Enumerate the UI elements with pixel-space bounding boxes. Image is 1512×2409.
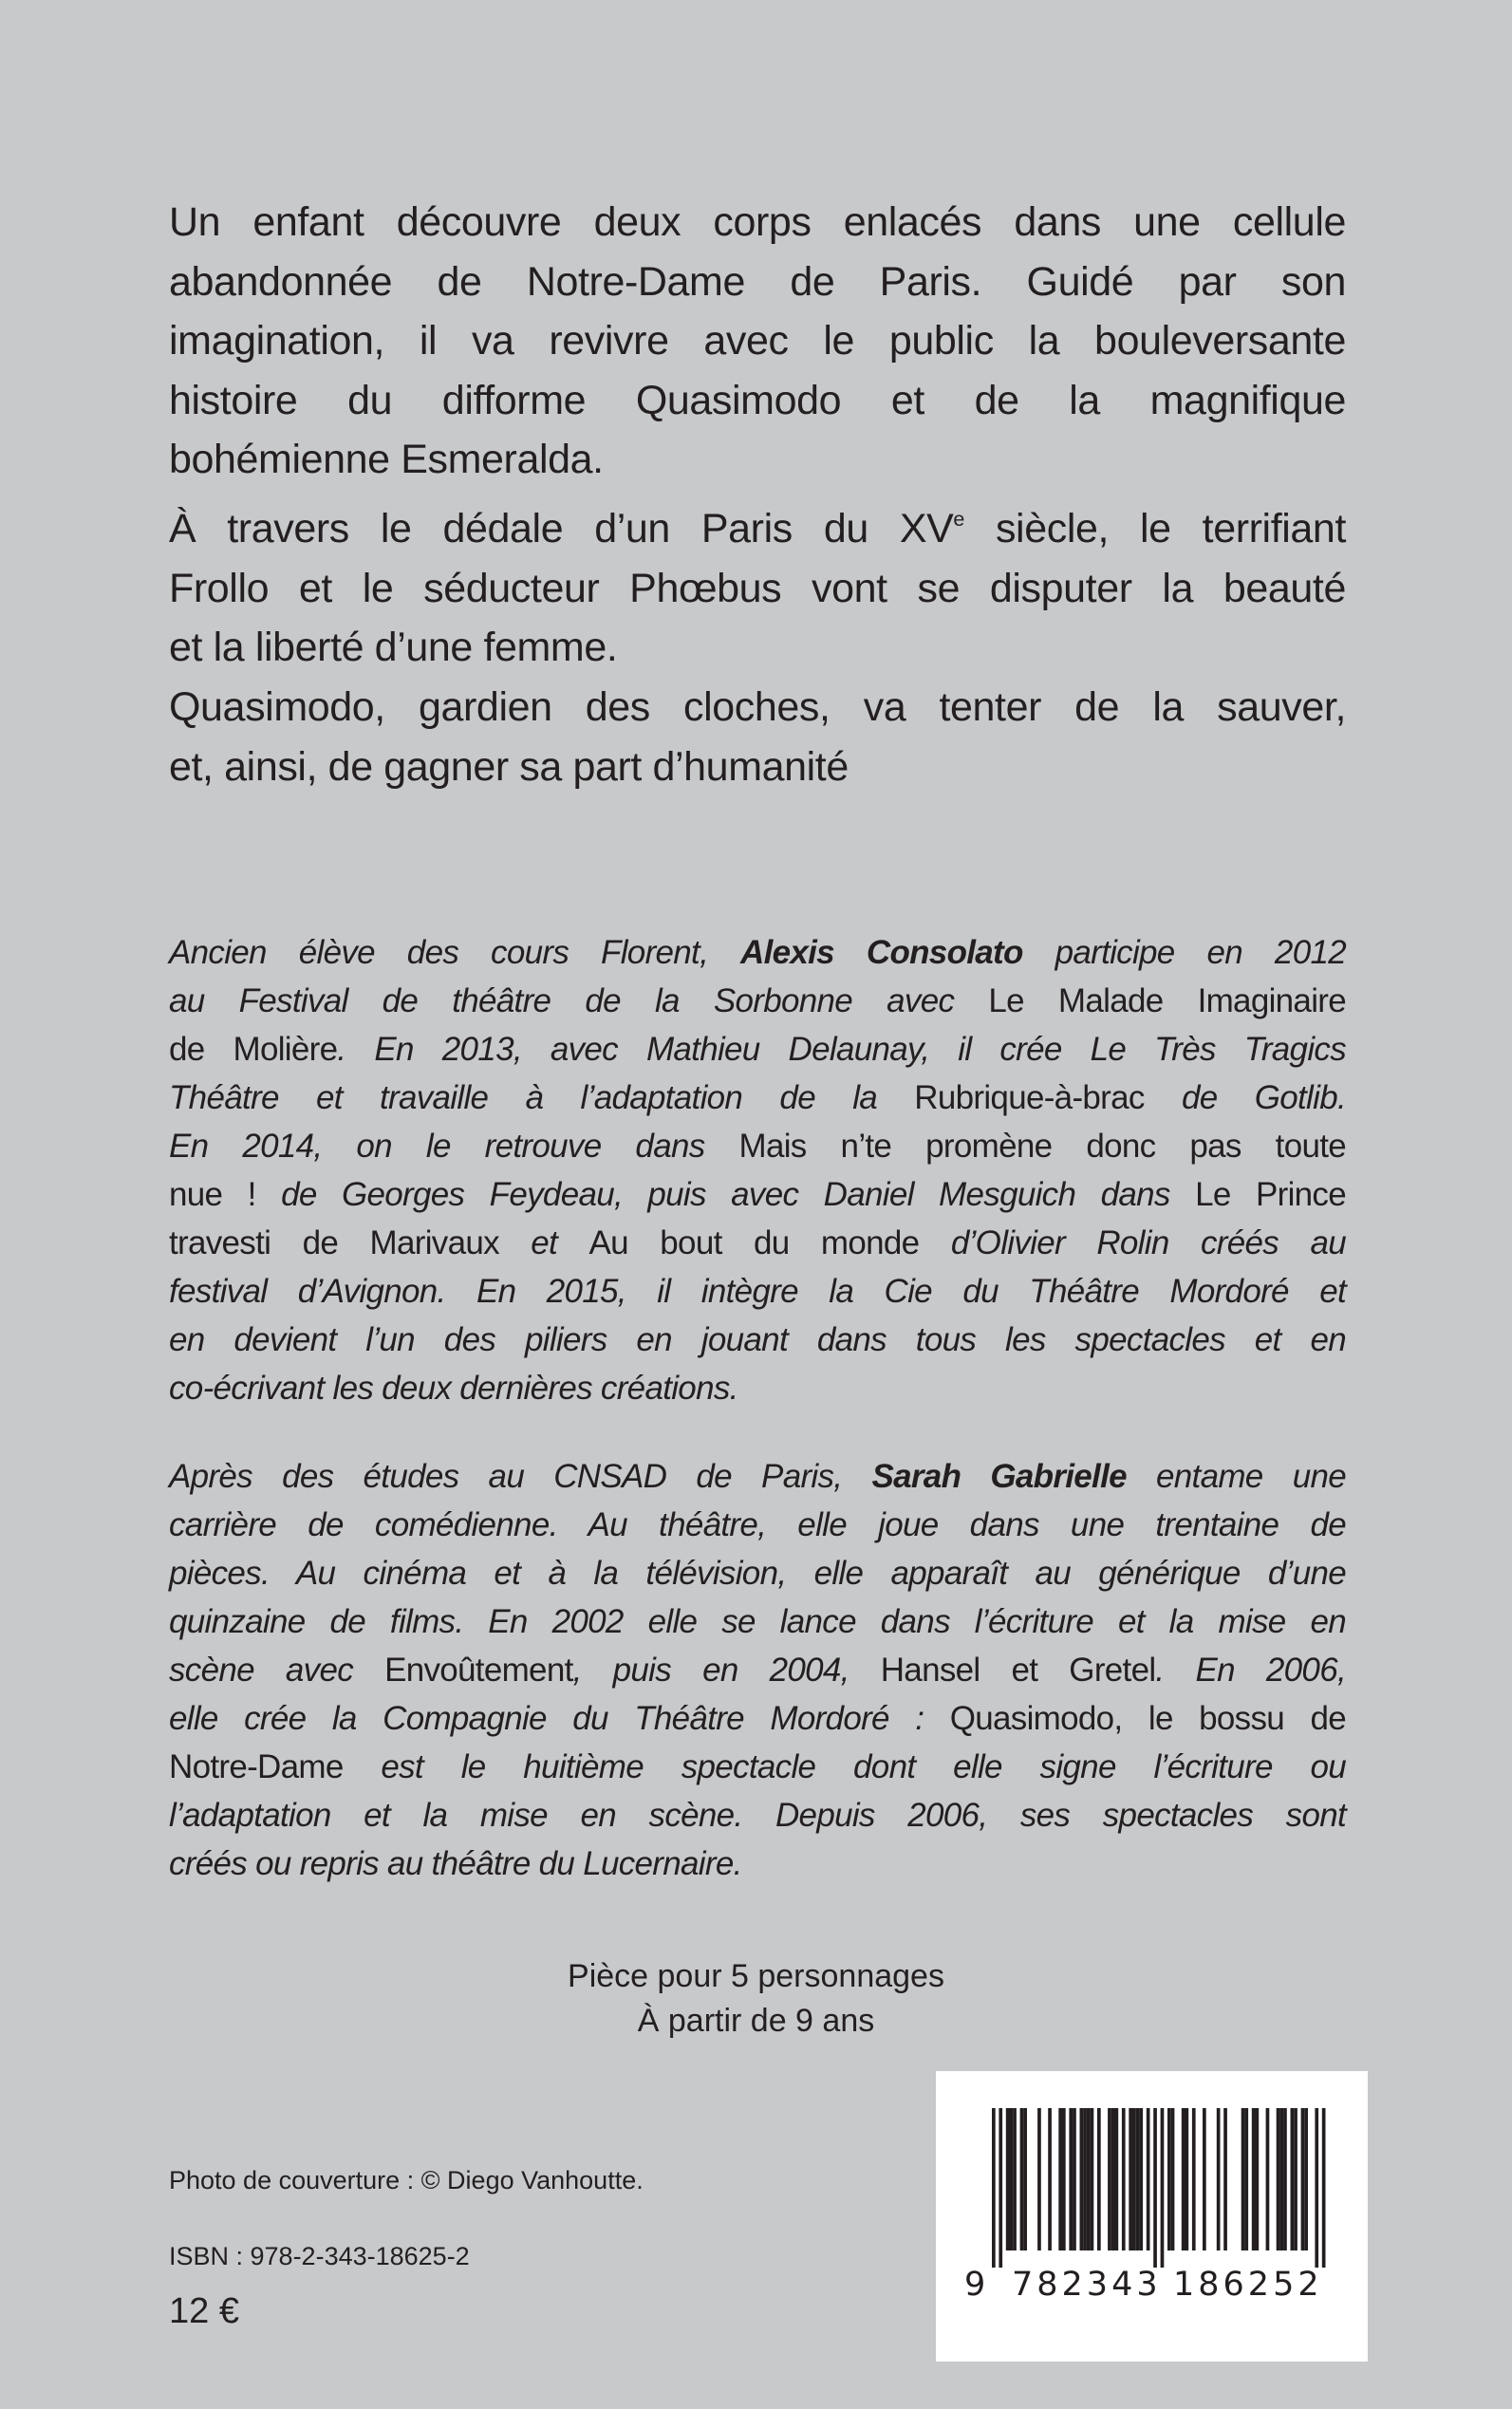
barcode-bar [1080,2108,1084,2250]
barcode-digits-left: 782343 [1012,2266,1162,2304]
text-segment: imagination, il va revivre avec le public la bouleversante [169,318,1346,364]
bio-line [169,1839,1346,1888]
barcode-digit-first: 9 [964,2266,990,2304]
bio-line [169,1743,1346,1791]
barcode-bar [1223,2108,1227,2250]
barcode-bar [1301,2108,1305,2250]
photo-credit: Photo de couverture : © Diego Vanhoutte. [169,2166,644,2194]
barcode-bar [1161,2108,1165,2268]
barcode-bar [1266,2108,1270,2250]
barcode-bar [1315,2108,1318,2268]
barcode-bar [1136,2108,1140,2250]
barcode-bar [1171,2108,1175,2250]
text-segment: , puis en 2004, [572,1652,881,1689]
barcode-bar [1010,2108,1014,2250]
text-segment: de Georges Feydeau, puis avec Daniel Mesguich dans [255,1176,1196,1213]
barcode-bar [1139,2108,1143,2250]
barcode-bar [1294,2108,1297,2250]
bio-line [169,977,1346,1025]
barcode-bar [1241,2108,1245,2250]
bio-line [169,1597,1346,1646]
bio-line [169,928,1346,977]
work-title: Le Malade Imaginaire [988,982,1346,1019]
summary-line [169,490,1346,559]
barcode-bar [1244,2108,1248,2250]
text-segment: En 2014, on le retrouve dans [169,1128,739,1165]
summary-line [169,678,1346,738]
price: 12 € [169,2291,239,2331]
summary-line [169,430,1346,490]
barcode-digits-right: 186252 [1173,2266,1323,2304]
barcode-bar [1013,2108,1017,2250]
cast-info: Pièce pour 5 personnages [568,1958,944,1994]
work-title: de Molière [169,1031,338,1068]
bio-line [169,1025,1346,1074]
summary-line [169,311,1346,371]
text-segment: co-écrivant les deux dernières créations. [169,1370,738,1407]
barcode-bar [1277,2108,1280,2250]
bio-line [169,1074,1346,1122]
text-segment: abandonnée de Notre-Dame de Paris. Guidé par son [169,258,1346,305]
barcode-bar [1115,2108,1119,2250]
text-segment: . En 2013, avec Mathieu Delaunay, il crée Le Très Tragics [337,1031,1346,1068]
text-segment: Frollo et le séducteur Phœbus vont se disputer la beauté [169,565,1346,611]
barcode-bar [1020,2108,1024,2250]
bio-line [169,1267,1346,1316]
barcode-bar [1283,2108,1287,2250]
work-title: Notre-Dame [169,1748,344,1785]
barcode-bar [1097,2108,1101,2250]
barcode-bar [1132,2108,1136,2250]
bio-line [169,1364,1346,1412]
author-name: Sarah Gabrielle [871,1458,1127,1495]
barcode-bar [1147,2108,1150,2250]
barcode-bar [1322,2108,1326,2268]
bio-line [169,1316,1346,1364]
summary-line [169,738,1346,797]
barcode-bar [1153,2108,1157,2268]
barcode-bar [1083,2108,1087,2250]
summary-line [169,193,1346,252]
barcode-bar [1182,2108,1185,2250]
barcode-bar [999,2108,1002,2268]
barcode [936,2071,1368,2362]
text-segment: entame une [1126,1458,1346,1495]
age-info: À partir de 9 ans [637,2003,875,2039]
text-segment: À travers le dédale d’un Paris du XV [169,506,954,552]
work-title: Au bout du monde [588,1224,920,1261]
text-segment: de Gotlib. [1144,1079,1346,1116]
text-segment: l’adaptation et la mise en scène. Depuis 2006, ses spectacles sont [169,1797,1346,1834]
text-segment: Après des études au CNSAD de Paris, [169,1458,872,1495]
bio-line [169,1694,1346,1743]
text-segment: carrière de comédienne. Au théâtre, elle joue dans une trentaine de [169,1506,1346,1543]
barcode-bar [1304,2108,1308,2250]
barcode-bar [1091,2108,1094,2250]
barcode-bar [1203,2108,1206,2250]
barcode-bar [1185,2108,1189,2250]
text-segment: histoire du difforme Quasimodo et de la magnifique [169,377,1346,423]
barcode-bar [1122,2108,1126,2250]
text-segment: festival d’Avignon. En 2015, il intègre la Cie du Théâtre Mordoré et [169,1273,1346,1310]
barcode-bar [1291,2108,1295,2250]
work-title: nue ! [169,1176,256,1213]
isbn: ISBN : 978-2-343-18625-2 [169,2242,470,2270]
work-title: Quasimodo, le bossu de [949,1700,1347,1737]
barcode-bar [1073,2108,1076,2250]
barcode-bar [1087,2108,1091,2250]
barcode-bar [1111,2108,1115,2250]
text-segment: est le huitième spectacle dont elle signe l’écriture ou [343,1748,1346,1785]
summary-line [169,618,1346,678]
text-segment: quinzaine de films. En 2002 elle se lance dans l’écriture et la mise en [169,1603,1346,1640]
barcode-bar [1037,2108,1041,2250]
bio-line [169,1646,1346,1694]
text-segment: e [953,507,964,531]
author-name: Alexis Consolato [740,934,1023,971]
barcode-bar [1058,2108,1062,2250]
text-segment: au Festival de théâtre de la Sorbonne avec [169,982,989,1019]
bio-line [169,1122,1346,1170]
text-segment: bohémienne Esmeralda. [169,437,604,483]
bio-line [169,1452,1346,1501]
summary-line [169,252,1346,312]
bio-sarah-gabrielle [169,1452,1346,1888]
barcode-bar [1048,2108,1052,2250]
text-segment: en devient l’un des piliers en jouant dans tous les spectacles et en [169,1321,1346,1358]
summary-text [169,193,1346,796]
text-segment: et, ainsi, de gagner sa part d’humanité [169,743,849,790]
work-title: Mais n’te promène donc pas toute [738,1128,1347,1165]
text-segment: participe en 2012 [1022,934,1346,971]
barcode-bar [1252,2108,1256,2250]
work-title: Rubrique-à-brac [914,1079,1145,1116]
barcode-bar [1256,2108,1260,2250]
barcode-bar [1069,2108,1073,2250]
barcode-bar [992,2108,996,2268]
work-title: Envoûtement [384,1652,573,1689]
text-segment: scène avec [169,1652,385,1689]
bio-line [169,1791,1346,1839]
text-segment: pièces. Au cinéma et à la télévision, elle apparaît au générique d’une [169,1555,1346,1592]
text-segment: elle crée la Compagnie du Théâtre Mordoré : [169,1700,950,1737]
text-segment: créés ou repris au théâtre du Lucernaire. [169,1845,742,1882]
text-segment: et [498,1224,589,1261]
barcode-bar [1129,2108,1132,2250]
bio-line [169,1170,1346,1219]
text-segment: siècle, le terrifiant [963,506,1346,552]
text-segment: Théâtre et travaille à l’adaptation de la [169,1079,915,1116]
text-segment: d’Olivier Rolin créés au [919,1224,1346,1261]
barcode-bar [1167,2108,1171,2250]
text-segment: . En 2006, [1155,1652,1346,1689]
bio-line [169,1549,1346,1597]
summary-line [169,559,1346,619]
barcode-bar [1217,2108,1221,2250]
text-segment: Ancien élève des cours Florent, [169,934,741,971]
barcode-bar [1062,2108,1066,2250]
barcode-bar [1006,2108,1010,2250]
work-title: Le Prince [1195,1176,1346,1213]
bio-alexis-consolato [169,928,1346,1412]
work-title: Hansel et Gretel [880,1652,1156,1689]
bio-line [169,1501,1346,1549]
barcode-bar [1108,2108,1111,2250]
barcode-bar [1279,2108,1283,2250]
work-title: travesti de Marivaux [169,1224,499,1261]
text-segment: et la liberté d’une femme. [169,625,618,671]
summary-line [169,371,1346,431]
bio-line [169,1219,1346,1267]
barcode-bar [1023,2108,1027,2250]
barcode-bar [1192,2108,1196,2250]
text-segment: Un enfant découvre deux corps enlacés dans une cellule [169,199,1346,245]
text-segment: Quasimodo, gardien des cloches, va tenter de la sauver, [169,683,1346,730]
